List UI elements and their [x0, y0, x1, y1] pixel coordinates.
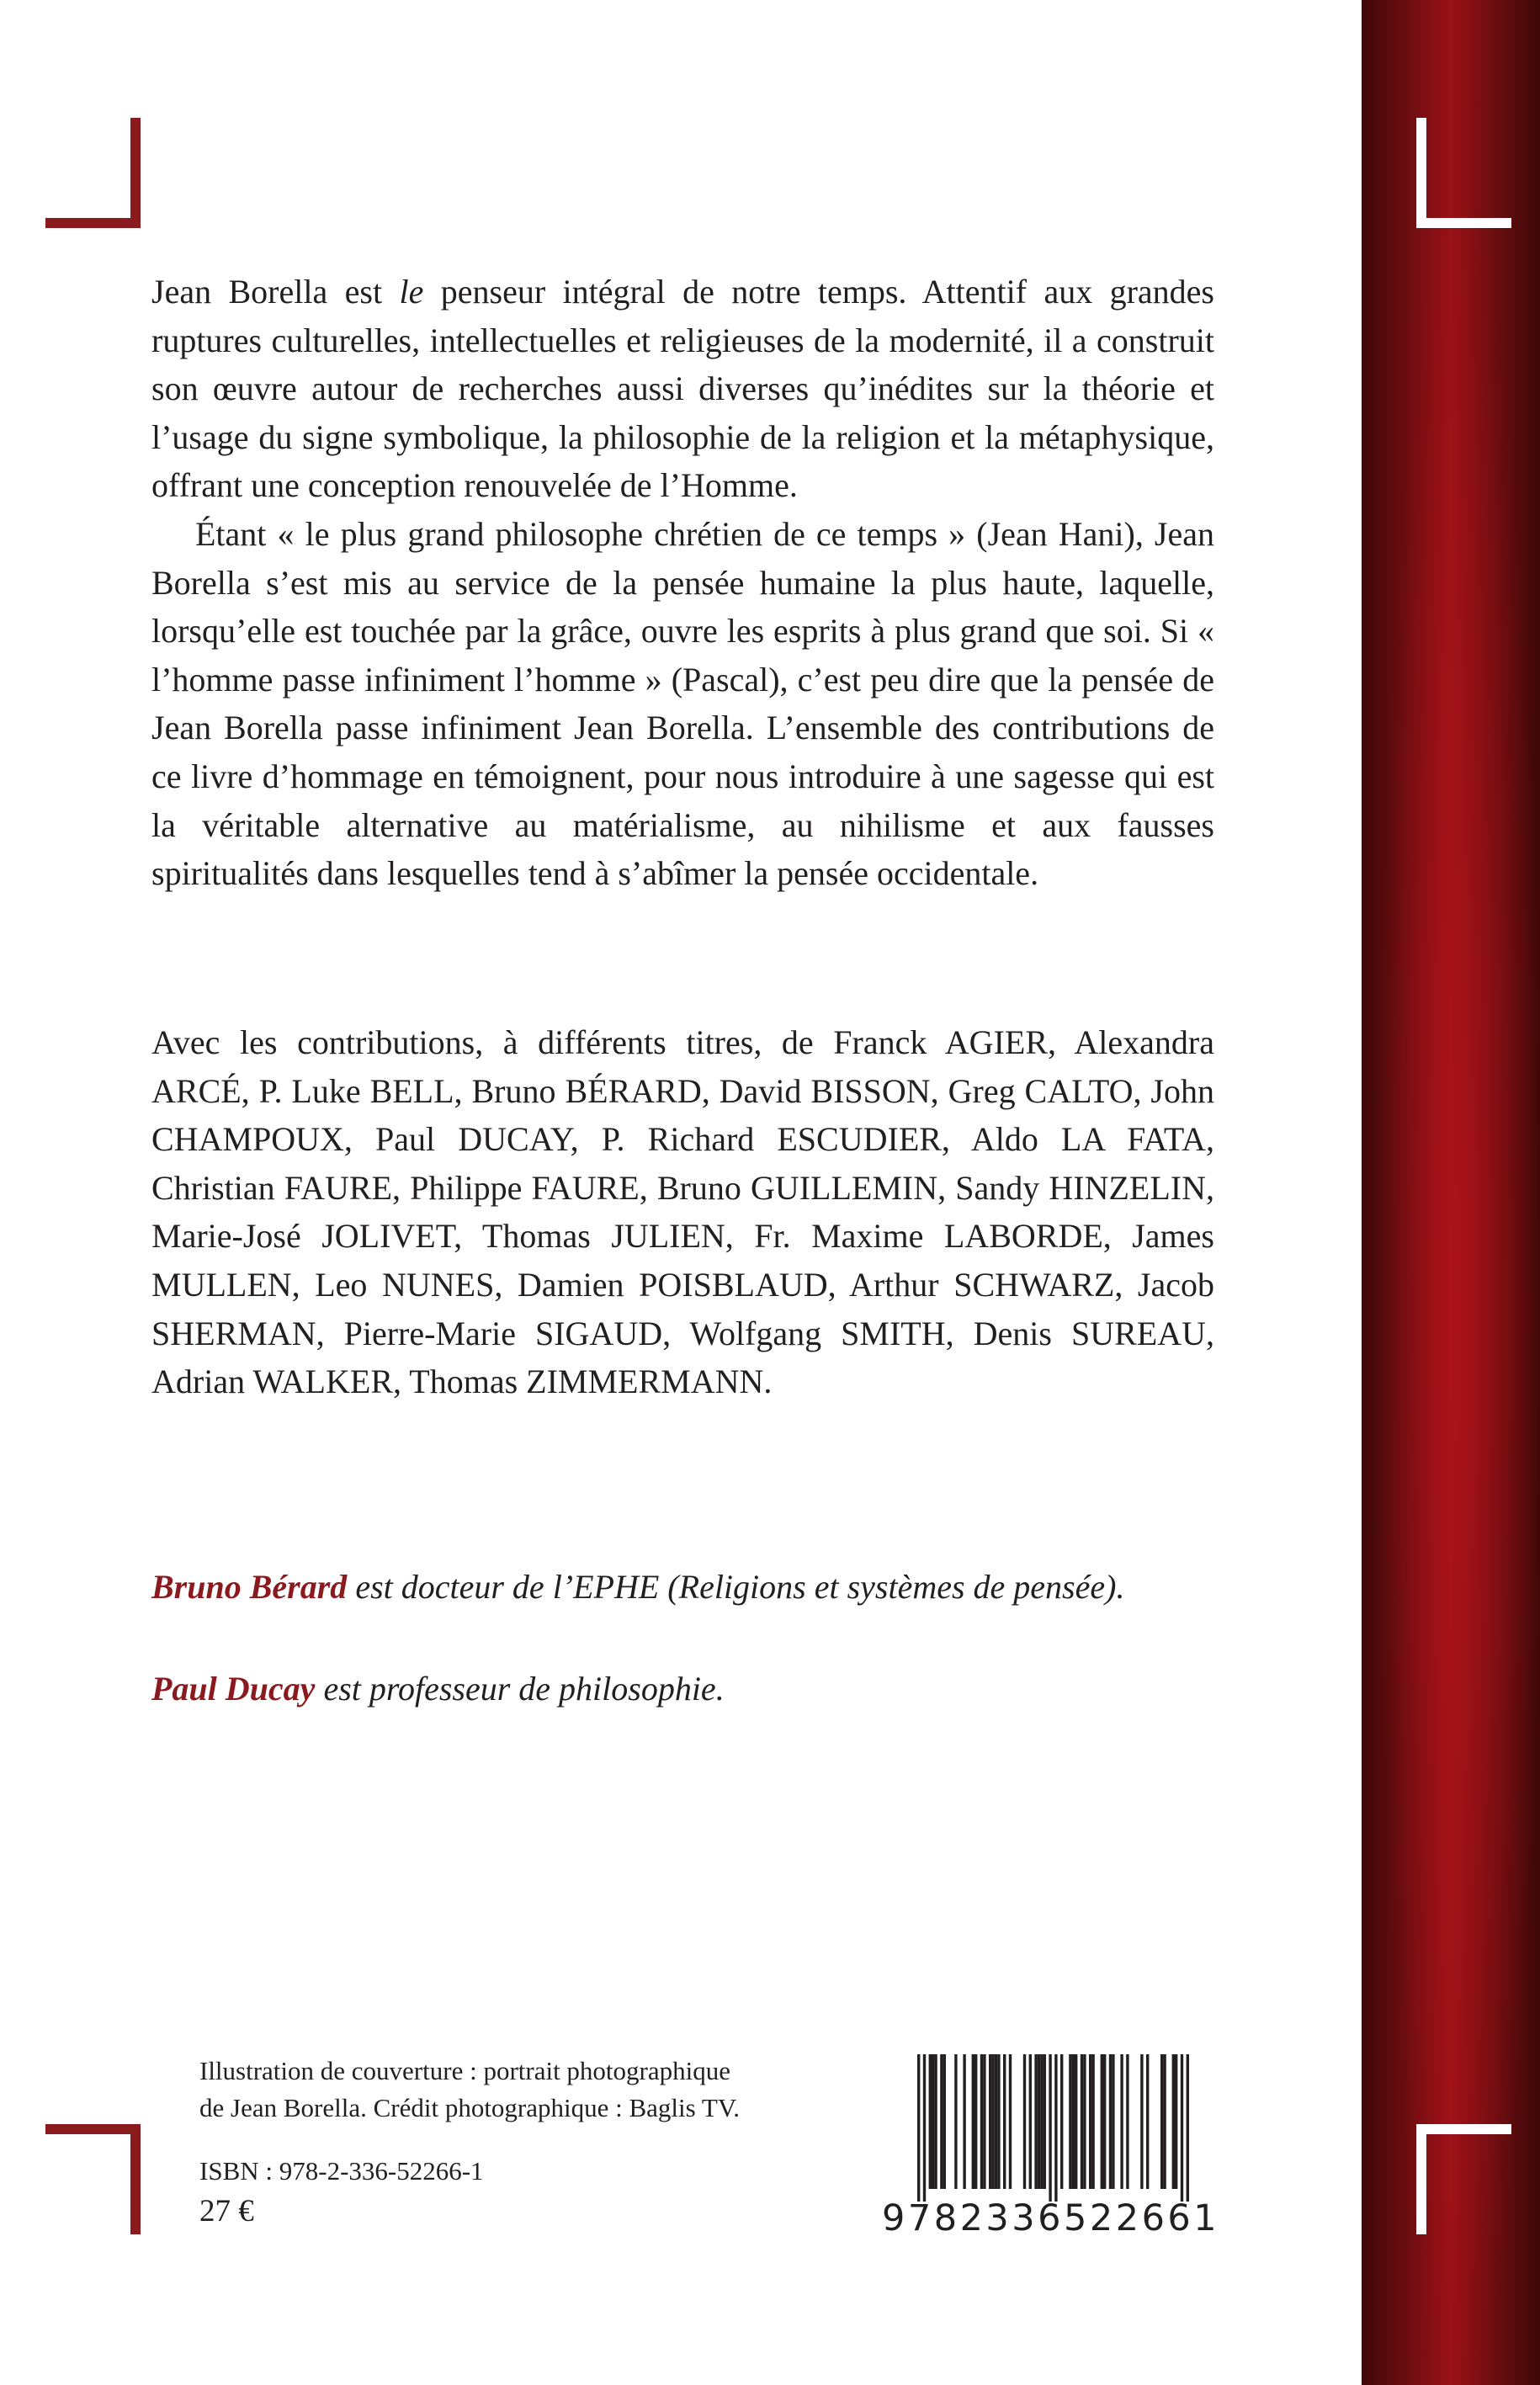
spine-glow — [1362, 0, 1540, 2385]
barcode-digits: 9782336522661 — [882, 2197, 1220, 2239]
barcode-bar — [1081, 2054, 1083, 2189]
summary-p1-after: penseur intégral de notre temps. Attentif aux grandes ruptures culturelles, intellectuelles et religieuses de la modernité, il a construit son œuvre autour de recherches aussi diverses qu’inédites sur la théorie et l’usage du signe symbolique, la philosophie de la religion et la métaphysique, offrant une conception renouvelée de l’Homme. — [151, 273, 1214, 505]
barcode-bar — [923, 2054, 926, 2202]
barcode-bar — [1083, 2054, 1086, 2189]
barcode-bar — [1163, 2054, 1166, 2189]
barcode-bar — [1160, 2054, 1163, 2189]
barcode — [882, 2054, 1220, 2241]
barcode-bar — [989, 2054, 991, 2189]
barcode-bar — [1146, 2054, 1149, 2189]
back-cover-summary — [151, 268, 1214, 898]
summary-paragraph-1 — [151, 268, 1214, 510]
barcode-bar — [1140, 2054, 1143, 2189]
barcode-bar — [1043, 2054, 1046, 2189]
author-desc-1: est docteur de l’EPHE (Religions et systèmes de pensée). — [347, 1568, 1125, 1606]
barcode-bar — [991, 2054, 994, 2189]
barcode-bar — [1054, 2054, 1057, 2202]
barcode-bar — [1038, 2054, 1040, 2189]
barcode-bar — [963, 2054, 965, 2189]
barcode-bar — [1029, 2054, 1032, 2189]
barcode-bars — [882, 2054, 1193, 2202]
barcode-bar — [1187, 2054, 1189, 2202]
cover-credit — [199, 2053, 740, 2127]
barcode-bar — [1040, 2054, 1043, 2189]
barcode-bar — [917, 2054, 920, 2202]
barcode-bar — [1103, 2054, 1106, 2189]
barcode-bar — [997, 2054, 1000, 2189]
summary-paragraph-2: Étant « le plus grand philosophe chrétien de ce temps » (Jean Hani), Jean Borella s’est mis au service de la pensée humaine la plus haute, laquelle, lorsqu’elle est touchée par la grâce, ouvre les esprits à plus grand que soi. Si « l’homme passe infiniment l’homme » (Pascal), c’est peu dire que la pensée de Jean Borella passe infiniment Jean Borella. L’ensemble des contributions de ce livre d’hommage en témoignent, pour nous introduire à une sagesse qui est la véritable alternative au matérialisme, au nihilisme et aux fausses spiritualités dans lesquelles tend à s’abîmer la pensée occidentale. — [151, 514, 1214, 893]
barcode-bar — [1034, 2054, 1037, 2189]
corner-mark-bottom-right — [1416, 2124, 1511, 2234]
contributors-paragraph: Avec les contributions, à différents titres, de Franck AGIER, Alexandra ARCÉ, P. Luke BELL, Bruno BÉRARD, David BISSON, Greg CALTO, John CHAMPOUX, Paul DUCAY, P. Richard ESCUDIER, Aldo LA FATA, Christian FAURE, Philippe FAURE, Bruno GUILLEMIN, Sandy HINZELIN, Marie-José JOLIVET, Thomas JULIEN, Fr. Maxime LABORDE, James MULLEN, Leo NUNES, Damien POISBLAUD, Arthur SCHWARZ, Jacob SHERMAN, Pierre-Marie SIGAUD, Wolfgang SMITH, Denis SUREAU, Adrian WALKER, Thomas ZIMMERMANN. — [151, 1023, 1214, 1401]
barcode-bar — [1101, 2054, 1103, 2189]
barcode-bar — [954, 2054, 957, 2189]
barcode-bar — [1172, 2054, 1175, 2189]
author-desc-2: est professeur de philosophie. — [315, 1670, 725, 1708]
credit-line-2: de Jean Borella. Crédit photographique : Baglis TV. — [199, 2093, 740, 2122]
credit-line-1: Illustration de couverture : portrait photographique — [199, 2056, 731, 2085]
author-bio-1 — [151, 1567, 1245, 1607]
barcode-bar — [995, 2054, 997, 2189]
corner-mark-top-right — [1416, 118, 1511, 228]
barcode-bar — [1075, 2054, 1077, 2189]
price: 27 € — [199, 2194, 254, 2228]
barcode-bar — [1003, 2054, 1006, 2189]
isbn: ISBN : 978-2-336-52266-1 — [199, 2156, 484, 2186]
summary-p1-emphasis: le — [399, 273, 424, 311]
corner-mark-bottom-left — [45, 2124, 141, 2234]
barcode-bar — [1049, 2054, 1051, 2202]
barcode-bar — [1109, 2054, 1112, 2189]
author-name-1: Bruno Bérard — [151, 1568, 348, 1606]
barcode-bar — [1069, 2054, 1071, 2189]
barcode-bar — [1060, 2054, 1063, 2189]
barcode-bar — [932, 2054, 934, 2189]
barcode-bar — [1120, 2054, 1123, 2189]
barcode-bar — [943, 2054, 946, 2189]
barcode-bar — [980, 2054, 983, 2189]
barcode-bar — [940, 2054, 943, 2189]
barcode-bar — [1091, 2054, 1094, 2189]
spine-band — [1362, 0, 1540, 2385]
summary-p1-before: Jean Borella est — [151, 273, 400, 311]
corner-mark-top-left — [45, 118, 141, 228]
barcode-bar — [983, 2054, 985, 2189]
barcode-bar — [1181, 2054, 1183, 2202]
barcode-bar — [972, 2054, 974, 2189]
author-name-2: Paul Ducay — [151, 1670, 316, 1708]
barcode-bar — [929, 2054, 932, 2189]
barcode-bar — [1089, 2054, 1091, 2189]
author-bio-2 — [151, 1669, 1245, 1708]
barcode-bar — [1072, 2054, 1075, 2189]
barcode-bar — [1175, 2054, 1177, 2189]
barcode-bar — [1009, 2054, 1012, 2189]
barcode-bar — [1112, 2054, 1114, 2189]
barcode-bar — [934, 2054, 937, 2189]
barcode-bar — [1023, 2054, 1026, 2189]
barcode-bar — [1126, 2054, 1128, 2189]
barcode-bar — [974, 2054, 977, 2189]
